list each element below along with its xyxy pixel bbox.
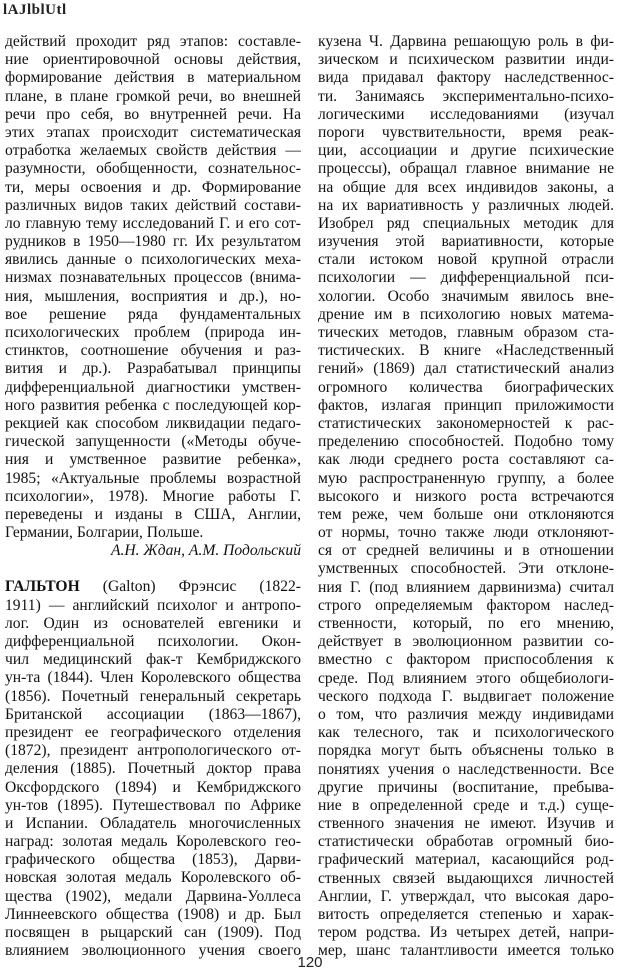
page-number: 120 <box>297 954 323 971</box>
text-line: наград: золотая медаль Королевского гео- <box>5 833 301 851</box>
text-line: процессы), обращал главное внимание не <box>318 160 614 178</box>
text-line: ун-тов (1895). Путешествовал по Африке <box>5 796 301 814</box>
text-line: деления (1885). Почетный доктор права <box>5 760 301 778</box>
text-line: ся от средней величины и в отношении <box>318 542 614 560</box>
text-line: отработка желаемых свойств действия — <box>5 142 301 160</box>
text-line: тером родства. Из четырех детей, напри- <box>318 924 614 942</box>
text-line: хологии. Особо значимым явилось вне- <box>318 287 614 305</box>
text-line: графический материал, касающийся род- <box>318 851 614 869</box>
text-line: ния Г. (под влиянием дарвинизма) считал <box>318 578 614 596</box>
text-line: Британской ассоциации (1863—1867), <box>5 705 301 723</box>
galton-entry-continuation <box>318 33 614 961</box>
entry-first-line <box>5 578 301 596</box>
text-line: явились данные о психологических меха- <box>5 251 301 269</box>
text-line: тистических. В книге «Наследственный <box>318 342 614 360</box>
text-line: Изобрел ряд специальных методик для <box>318 214 614 232</box>
text-line: пороги чувствительности, время реак- <box>318 123 614 141</box>
left-column <box>5 33 301 960</box>
text-line: психологии — дифференциальной пси- <box>318 269 614 287</box>
text-line: ун-та (1844). Член Королевского общества <box>5 669 301 687</box>
text-line: понятиях учения о наследственности. Все <box>318 760 614 778</box>
text-line: Германии, Болгарии, Польше. <box>5 524 204 542</box>
text-line: дрение им в психологию новых матема- <box>318 305 614 323</box>
text-line: щества (1902), медали Дарвина-Уоллеса <box>5 887 301 905</box>
text-line: посвящен в рыцарский сан (1909). Под <box>5 924 301 941</box>
right-column <box>318 33 614 961</box>
text-line: другие причины (воспитание, пребыва- <box>318 778 614 796</box>
text-line: ло главную тему исследований Г. и его сот- <box>5 214 301 232</box>
text-line: ственного значения не имеют. Изучив и <box>318 815 614 833</box>
text-line: рудников в 1950—1980 гг. Их результатом <box>5 233 301 251</box>
text-line: графического общества (1853), Дарви- <box>5 851 301 869</box>
text-line: вида придавал фактору наследственнос- <box>318 69 614 87</box>
running-head: lAJlblUtl <box>3 2 67 18</box>
text-line: действует в эволюционном развитии со- <box>318 633 614 651</box>
text-line: влиянием эволюционного учения своего <box>5 942 301 960</box>
text-line: Англии, Г. утверждал, что высокая даро- <box>318 887 614 905</box>
text-line: вое решение ряда фундаментальных <box>5 305 301 323</box>
text-line: (1872), президент антропологического от- <box>5 742 301 760</box>
text-line: тических методов, главным образом ста- <box>318 324 614 341</box>
text-line: рекцией как способом ликвидации педаго- <box>5 414 301 432</box>
text-line: ти. Занимаясь экспериментально-психо- <box>318 87 614 105</box>
text-line: действий проходит ряд этапов: составле- <box>5 33 301 50</box>
text-line: лог. Один из основателей евгеники и <box>5 614 301 632</box>
text-line: пределению способностей. Подобно тому <box>318 433 614 451</box>
text-line: дифференциальной психологии. Окон- <box>5 633 301 650</box>
text-line: чил медицинский фак-т Кембриджского <box>5 651 301 669</box>
text-line: гений» (1869) дал статистический анализ <box>318 360 614 378</box>
text-line: ции, ассоциации и другие психические <box>318 142 614 160</box>
text-line: ния, мышления, восприятия и др.), но- <box>5 287 301 305</box>
text-line: статистически обработав огромный био- <box>318 833 614 851</box>
text-line: речи про себя, во внутренней речи. На <box>5 105 301 123</box>
entry-headword: ГАЛЬТОН <box>5 578 80 596</box>
text-line: логическими исследованиями (изучал <box>318 105 614 123</box>
text-line: умственных способностей. Эти отклоне- <box>318 560 614 578</box>
text-line: среде. Под влиянием этого общебиологи- <box>318 669 614 687</box>
text-line: вития и др.). Разрабатывал принципы <box>5 360 301 378</box>
text-line: ственности, который, по его мнению, <box>318 615 614 632</box>
entry-gap <box>5 560 301 578</box>
text-line: фактов, излагая принцип приложимости <box>318 396 614 414</box>
text-line: этих этапах происходит систематическая <box>5 123 301 141</box>
text-line: новская золотая медаль Королевского об- <box>5 869 301 887</box>
text-line: низмах познавательных процессов (внима- <box>5 269 301 287</box>
text-line: гической запущенности («Методы обуче- <box>5 433 301 451</box>
text-line: ственных связей выдающихся личностей <box>318 869 614 887</box>
galton-entry-text <box>5 597 301 961</box>
left-paragraph-end <box>5 33 301 542</box>
author-signature: А.Н. Ждан, А.М. Подольский <box>110 542 301 560</box>
text-line: ного развития ребенка с последующей кор- <box>5 396 301 414</box>
text-line: дифференциальной диагностики умствен- <box>5 378 301 396</box>
text-line: психологических проблем (природа ин- <box>5 324 301 341</box>
text-line: изучения этой вариативности, которые <box>318 233 614 251</box>
text-line: Оксфордского (1894) и Кембриджского <box>5 778 301 796</box>
text-line: витость определяется степенью и харак- <box>318 906 614 923</box>
text-line: плане, в плане громкой речи, во внешней <box>5 87 301 105</box>
text-line: кузена Ч. Дарвина решающую роль в фи- <box>318 33 614 50</box>
text-line: ние в определенной среде и т.д.) суще- <box>318 796 614 814</box>
entry-headword-rest: (Galton) Фрэнсис (1822- <box>79 578 301 596</box>
text-line: ти, меры освоения и др. Формирование <box>5 178 301 196</box>
text-line: и Испании. Обладатель многочисленных <box>5 814 301 832</box>
text-line: мую распространенную группу, а более <box>318 469 614 487</box>
text-line: 1985; «Актуальные проблемы возрастной <box>5 469 301 487</box>
text-line: мер, шанс талантливости имеется только <box>318 942 614 960</box>
text-line: огромного количества биографических <box>318 378 614 396</box>
text-line: о том, что различия между индивидами <box>318 705 614 723</box>
text-line: различных видов таких действий состави- <box>5 196 301 214</box>
text-line: переведены и изданы в США, Англии, <box>5 505 301 523</box>
text-line: вместно с фактором приспособления к <box>318 651 614 669</box>
text-line: (1856). Почетный генеральный секретарь <box>5 687 301 705</box>
text-line: зическом и психическом развитии инди- <box>318 51 614 69</box>
text-line: ческого подхода Г. выдвигает положение <box>318 687 614 705</box>
text-line: на их вариативность у различных людей. <box>318 196 614 214</box>
text-line: стинктов, соотношение обучения и раз- <box>5 342 301 360</box>
text-line: формирование действия в материальном <box>5 69 301 87</box>
text-line: высокого и низкого роста встречаются <box>318 487 614 505</box>
text-line: психологии», 1978). Многие работы Г. <box>5 487 301 505</box>
text-line: ние ориентировочной основы действия, <box>5 51 301 69</box>
text-line: тем реже, чем больше они отклоняются <box>318 505 614 523</box>
text-line: ния и умственное развитие ребенка», <box>5 451 301 469</box>
text-line: от нормы, точно также люди отклоняют- <box>318 524 614 542</box>
text-line: статистических закономерностей к рас- <box>318 414 614 432</box>
text-line: Линнеевского общества (1908) и др. Был <box>5 905 301 923</box>
text-line: 1911) — английский психолог и антропо- <box>5 596 301 614</box>
text-line: на общие для всех индивидов законы, а <box>318 178 614 196</box>
text-line: как телесного, так и психологического <box>318 724 614 742</box>
text-line: строго определяемым фактором наслед- <box>318 596 614 614</box>
text-line: разумности, обобщенности, сознательнос- <box>5 160 301 178</box>
text-line: президент ее географического отделения <box>5 723 301 741</box>
text-line: порядка могут быть объяснены только в <box>318 742 614 760</box>
text-line: как люди среднего роста составляют са- <box>318 451 614 469</box>
text-line: стали истоком новой крупной отрасли <box>318 251 614 269</box>
